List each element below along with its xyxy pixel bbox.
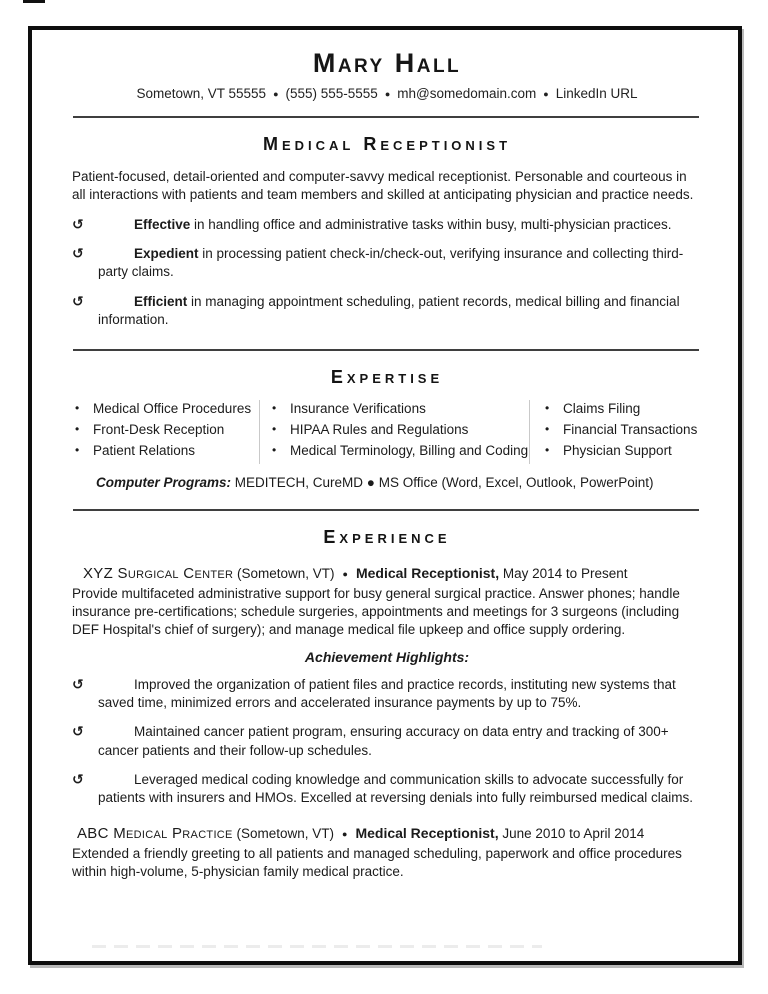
achievement-text: Improved the organization of patient files and practice records, instituting new systems that saved time, minimized errors and accelerated insurance payments by up to 75%. xyxy=(98,676,676,711)
dot-bullet-icon: • xyxy=(272,443,277,458)
dot-bullet-icon: • xyxy=(545,400,550,415)
achievement-text: Maintained cancer patient program, ensuring accuracy on data entry and tracking of 300+ cancer patients and their follow-up schedules. xyxy=(98,724,669,758)
expertise-item-label: Front-Desk Reception xyxy=(93,421,225,437)
dot-separator-icon: ● xyxy=(342,828,348,839)
bullet-lead: Efficient xyxy=(134,293,188,309)
dot-bullet-icon: • xyxy=(272,421,277,436)
expertise-item-label: HIPAA Rules and Regulations xyxy=(290,421,469,437)
summary-paragraph: Patient-focused, detail-oriented and computer-savvy medical receptionist. Personable and courteous in all interactions with patients and team members and skilled at anticipating physician and practice needs. xyxy=(72,169,694,203)
contact-email: mh@somedomain.com xyxy=(397,86,537,101)
company-name: XYZ Surgical Center xyxy=(83,564,234,582)
company-location: (Sometown, VT) xyxy=(237,565,335,581)
expertise-heading: Expertise xyxy=(330,366,444,387)
expertise-item xyxy=(542,400,702,418)
bullet-lead: Expedient xyxy=(134,246,199,262)
bullet-text: in managing appointment scheduling, patient records, medical billing and financial information. xyxy=(98,293,680,328)
dot-separator-icon: ● xyxy=(384,89,391,99)
achievement-bullet xyxy=(72,771,702,808)
bullet-text: in handling office and administrative tasks within busy, multi-physician practices. xyxy=(190,216,672,232)
job-dates: May 2014 to Present xyxy=(502,565,628,581)
job-entry xyxy=(72,825,702,882)
expertise-item xyxy=(72,400,259,418)
expertise-item xyxy=(269,400,529,418)
experience-heading: Experience xyxy=(323,526,451,547)
expertise-column xyxy=(529,400,702,464)
expertise-column xyxy=(72,400,259,464)
achievement-bullet xyxy=(72,723,702,760)
bullet-text: in processing patient check-in/check-out, verifying insurance and collecting third-party claims. xyxy=(98,246,684,280)
expertise-item-label: Physician Support xyxy=(563,443,672,459)
job-entry xyxy=(72,565,702,808)
expertise-item-label: Insurance Verifications xyxy=(290,400,426,416)
dot-separator-icon: ● xyxy=(543,89,549,99)
achievement-bullet xyxy=(72,676,702,713)
dot-separator-icon: ● xyxy=(273,89,279,99)
arrow-bullet-icon: ↺ xyxy=(72,292,84,309)
expertise-column xyxy=(259,400,529,464)
expertise-item xyxy=(72,442,259,460)
expertise-item xyxy=(269,421,529,439)
computer-programs-line xyxy=(96,475,702,490)
dot-bullet-icon: • xyxy=(545,421,550,436)
expertise-item xyxy=(72,421,259,439)
dot-bullet-icon: • xyxy=(75,421,80,436)
faint-scan-artifact xyxy=(92,945,542,948)
summary-bullet xyxy=(72,216,702,234)
contact-line xyxy=(72,86,702,101)
job-description: Provide multifaceted administrative support for busy general surgical practice. Answer phones; handle insurance pre-certifications; schedule surgeries, appointments and meetings for 3 surgeons (including DEF Hospital's chief of surgery); and manage medical file upkeep and office supply ordering. xyxy=(72,585,680,638)
arrow-bullet-icon: ↺ xyxy=(72,675,84,692)
summary-bullet xyxy=(72,293,702,330)
dot-separator-icon: ● xyxy=(342,568,348,579)
summary-bullet xyxy=(72,245,702,282)
achievement-text: Leveraged medical coding knowledge and communication skills to advocate successfully for patients with insurers and HMOs. Excelled at reversing denials into fully reimbursed medical claims. xyxy=(98,772,693,806)
arrow-bullet-icon: ↺ xyxy=(72,245,84,262)
dot-bullet-icon: • xyxy=(272,400,277,415)
dot-bullet-icon: • xyxy=(545,443,550,458)
arrow-bullet-icon: ↺ xyxy=(72,771,84,788)
dot-bullet-icon: • xyxy=(75,400,80,415)
job-title-heading: Medical Receptionist xyxy=(262,134,512,154)
resume-page xyxy=(28,26,742,965)
expertise-item xyxy=(542,442,702,460)
computer-programs-label: Computer Programs: xyxy=(96,474,232,490)
bullet-lead: Effective xyxy=(134,216,191,232)
contact-phone: (555) 555-5555 xyxy=(285,86,378,101)
job-role: Medical Receptionist, xyxy=(355,824,499,841)
candidate-name: Mary Hall xyxy=(312,48,462,78)
company-location: (Sometown, VT) xyxy=(236,825,334,841)
section-divider xyxy=(73,349,699,351)
expertise-item-label: Financial Transactions xyxy=(563,421,698,437)
achievements-heading: Achievement Highlights: xyxy=(304,648,470,665)
expertise-item-label: Patient Relations xyxy=(93,443,196,459)
job-dates: June 2010 to April 2014 xyxy=(502,825,645,841)
job-header xyxy=(77,825,702,842)
arrow-bullet-icon: ↺ xyxy=(72,723,84,740)
dot-bullet-icon: • xyxy=(75,443,80,458)
contact-location: Sometown, VT 55555 xyxy=(136,86,267,101)
arrow-bullet-icon: ↺ xyxy=(72,215,84,232)
job-header xyxy=(83,565,702,582)
expertise-item xyxy=(269,442,529,460)
job-role: Medical Receptionist, xyxy=(355,564,500,581)
contact-linkedin: LinkedIn URL xyxy=(555,86,638,101)
expertise-item-label: Medical Office Procedures xyxy=(93,400,252,416)
scan-artifact xyxy=(23,0,45,3)
company-name: ABC Medical Practice xyxy=(77,824,233,842)
job-description: Extended a friendly greeting to all patients and managed scheduling, paperwork and office procedures within high-volume, 5-physician family medical practice. xyxy=(72,845,682,880)
expertise-item-label: Medical Terminology, Billing and Coding xyxy=(290,443,529,459)
section-divider xyxy=(73,116,699,118)
expertise-columns xyxy=(72,400,702,464)
section-divider xyxy=(73,509,699,511)
computer-programs-value: MEDITECH, CureMD ● MS Office (Word, Excel, Outlook, PowerPoint) xyxy=(234,474,654,490)
expertise-item-label: Claims Filing xyxy=(563,400,641,416)
expertise-item xyxy=(542,421,702,439)
